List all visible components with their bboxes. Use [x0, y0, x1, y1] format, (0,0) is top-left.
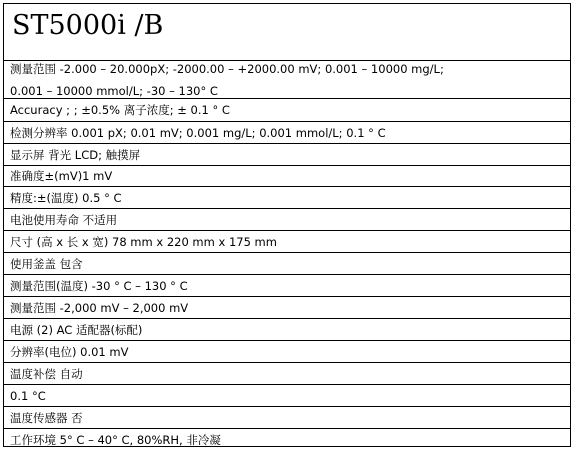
spec-row-lid: 使用釜盖 包含: [4, 253, 570, 275]
spec-row-display: 显示屏 背光 LCD; 触摸屏: [4, 144, 570, 166]
spec-row-temp-range: 测量范围(温度) -30 ° C – 130 ° C: [4, 275, 570, 297]
spec-row-power: 电源 (2) AC 适配器(标配): [4, 319, 570, 341]
spec-row-temp-compensation: 温度补偿 自动: [4, 363, 570, 385]
spec-row-mv-accuracy: 准确度±(mV)1 mV: [4, 166, 570, 187]
spec-row-line: 测量范围 -2.000 – 20.000pX; -2000.00 – +2000.00 mV; 0.001 – 10000 mg/L;: [10, 61, 444, 76]
spec-row-environment: 工作环境 5° C – 40° C, 80%RH, 非冷凝: [10, 432, 221, 447]
spec-row-battery-life: 电池使用寿命 不适用: [4, 209, 570, 231]
spec-row-mv-resolution: 分辨率(电位) 0.01 mV: [4, 341, 570, 363]
spec-row-line: 0.001 – 10000 mmol/L; -30 – 130° C: [10, 83, 218, 98]
spec-row-temp-sensor: 温度传感器 否: [4, 407, 570, 429]
spec-row-accuracy: Accuracy ; ; ±0.5% 离子浓度; ± 0.1 ° C: [4, 99, 570, 122]
spec-table: [3, 3, 571, 447]
spec-row-dimensions: 尺寸 (高 x 长 x 宽) 78 mm x 220 mm x 175 mm: [4, 231, 570, 253]
spec-row-measure-range: [4, 61, 570, 99]
spec-row-resolution: 检测分辨率 0.001 pX; 0.01 mV; 0.001 mg/L; 0.001 mmol/L; 0.1 ° C: [4, 122, 570, 144]
product-title: ST5000i /B: [4, 4, 570, 61]
spec-row-temp-accuracy: 精度:±(温度) 0.5 ° C: [4, 187, 570, 209]
spec-row-temp-resolution: 0.1 °C: [4, 385, 570, 407]
spec-row-mv-range: 测量范围 -2,000 mV – 2,000 mV: [4, 297, 570, 319]
